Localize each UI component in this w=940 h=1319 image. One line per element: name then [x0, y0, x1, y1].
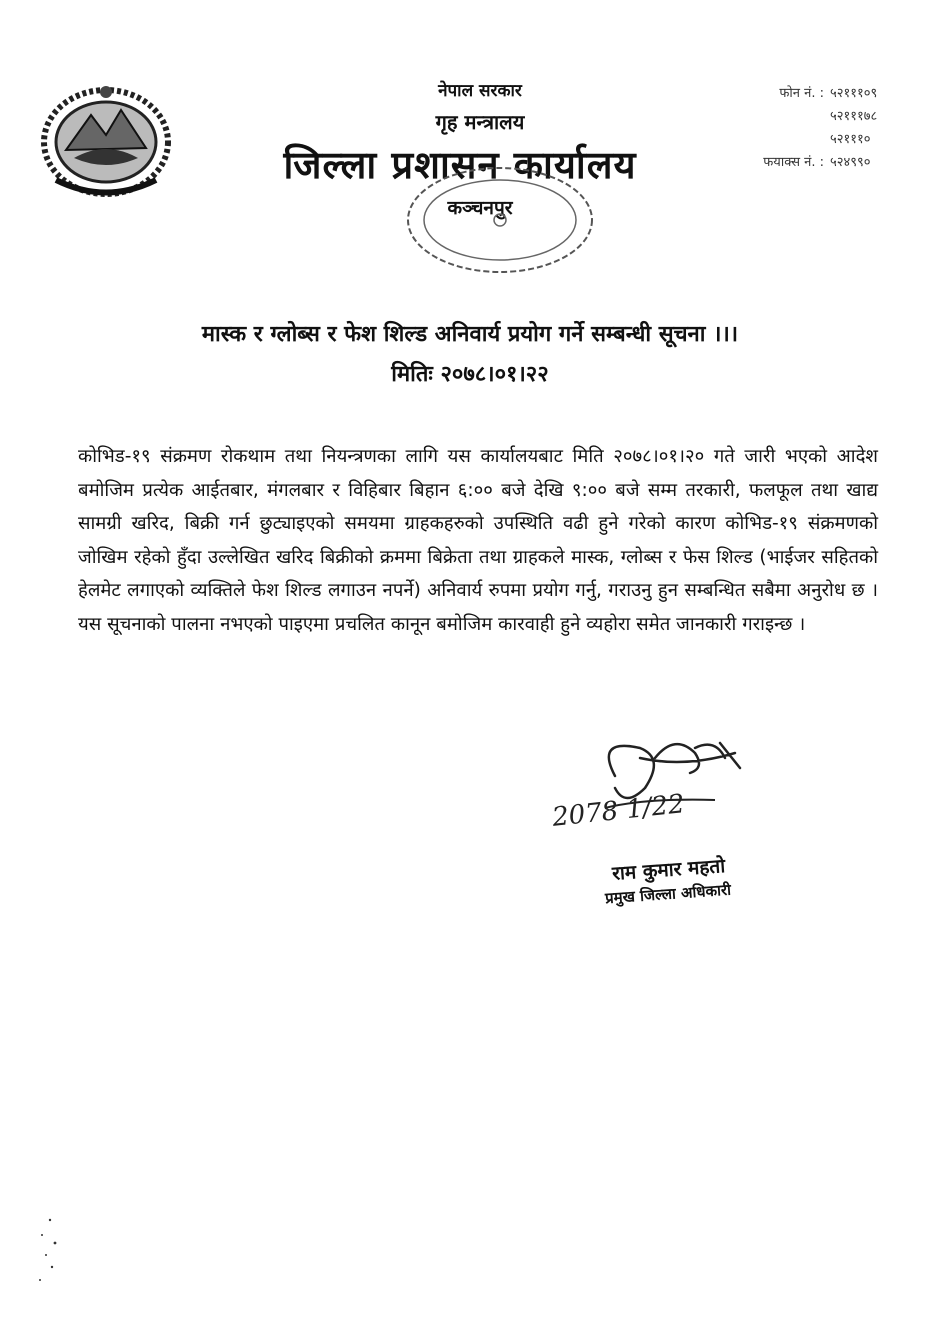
phone-row: [710, 80, 910, 103]
phone-number: ५२१११७८: [830, 108, 878, 124]
phone-number: ५२१११०९: [830, 85, 878, 101]
contact-info: [710, 80, 910, 172]
fax-row: [710, 149, 910, 172]
notice-title: मास्क र ग्लोब्स र फेश शिल्ड अनिवार्य प्रयोग गर्ने सम्बन्धी सूचना ।।।: [201, 322, 739, 347]
fax-number: ५२४९९०: [830, 154, 871, 170]
district-name: कञ्चनपुर: [447, 197, 513, 219]
notice-body: कोभिड-१९ संक्रमण रोकथाम तथा नियन्त्रणका लागि यस कार्यालयबाट मिति २०७८।०१।२० गते जारी भएको आदेश बमोजिम प्रत्येक आईतबार, मंगलबार र विहिबार बिहान ६:०० बजे देखि ९:०० बजे सम्म तरकारी, फलफूल तथा खाद्य सामग्री खरिद, बिक्री गर्न छुट्याइएको समयमा ग्राहकहरुको उपस्थिति वढी हुने गरेको कारण कोभिड-१९ संक्रमणको जोखिम रहेको हुँदा उल्लेखित खरिद बिक्रीको क्रममा बिक्रेता तथा ग्राहकले मास्क, ग्लोब्स र फेस शिल्ड (भाईजर सहितको हेलमेट लगाएको व्यक्तिले फेश शिल्ड लगाउन नपर्ने) अनिवार्य रुपमा प्रयोग गर्नु, गराउनु हुन सम्बन्धित सबैमा अनुरोध छ । यस सूचनाको पालना नभएको पाइएमा प्रचलित कानून बमोजिम कारवाही हुने व्यहोरा समेत जानकारी गराइन्छ ।: [78, 446, 878, 635]
phone-number: ५२१११०: [830, 131, 871, 147]
ministry-name: गृह मन्त्रालय: [435, 110, 525, 134]
notice-date: मितिः २०७८।०१।२२: [391, 362, 549, 387]
phone-row: [710, 103, 910, 126]
office-stamp: [400, 160, 600, 280]
fax-label: फयाक्स नं. :: [763, 154, 824, 170]
phone-row: [710, 126, 910, 149]
government-name: नेपाल सरकार: [438, 81, 522, 101]
signer-designation: प्रमुख जिल्ला अधिकारी: [604, 880, 732, 908]
signer-name: राम कुमार महतो: [611, 855, 726, 885]
office-name: जिल्ला प्रशासन कार्यालय: [283, 143, 637, 187]
scan-specks: [30, 1215, 80, 1295]
handwritten-date: 2078 1/22: [550, 789, 687, 833]
phone-label: फोन नं. :: [779, 85, 824, 101]
